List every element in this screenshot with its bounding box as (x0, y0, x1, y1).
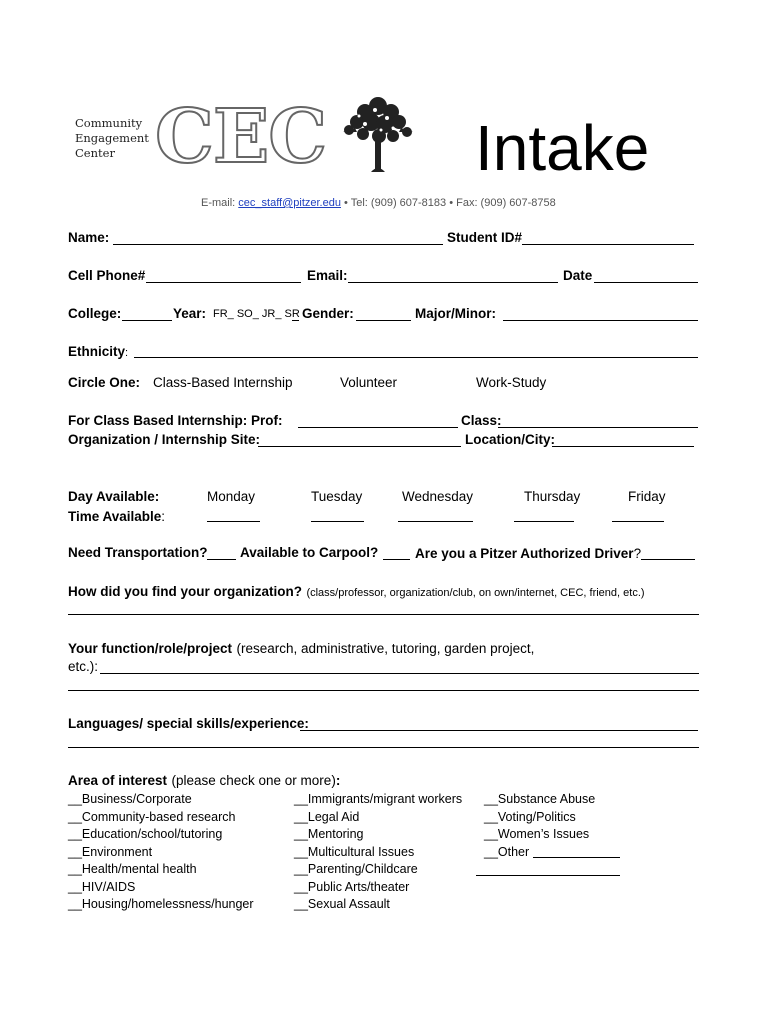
driver-field[interactable] (641, 559, 695, 560)
interest-heading (68, 772, 340, 790)
day-thursday: Thursday (524, 489, 581, 504)
interest-option[interactable]: __Multicultural Issues (294, 844, 415, 859)
org-site-field[interactable] (258, 446, 461, 447)
time-thursday-field[interactable] (514, 521, 574, 522)
day-available-label: Day Available: (68, 489, 160, 504)
major-label: Major/Minor: (415, 306, 496, 321)
day-tuesday: Tuesday (311, 489, 363, 504)
interest-option[interactable]: __Mentoring (294, 827, 364, 841)
page-title: Intake (475, 112, 650, 184)
time-friday-field[interactable] (612, 521, 664, 522)
driver-label: Are you a Pitzer Authorized Driver (415, 546, 634, 561)
time-available-row (68, 508, 165, 526)
function-label: Your function/role/project (68, 641, 233, 656)
interest-col-2 (294, 791, 462, 914)
interest-option[interactable]: __Health/mental health (68, 862, 197, 876)
interest-option[interactable]: __Substance Abuse (484, 792, 596, 806)
other-field[interactable] (533, 857, 620, 858)
year-label: Year: (173, 306, 207, 321)
name-field[interactable] (113, 244, 443, 245)
location-label: Location/City: (465, 432, 555, 447)
cell-phone-label: Cell Phone# (68, 268, 146, 283)
name-label: Name: (68, 230, 110, 245)
languages-label: Languages/ special skills/experience: (68, 716, 309, 731)
find-org-hint: (class/professor, organization/club, on own/internet, CEC, friend, etc.) (306, 587, 645, 599)
student-id-field[interactable] (522, 244, 694, 245)
prof-label: For Class Based Internship: Prof: (68, 413, 283, 428)
time-available-label: Time Available (68, 509, 162, 524)
date-field[interactable] (594, 282, 698, 283)
interest-option[interactable]: __Other (484, 844, 530, 859)
tree-icon (335, 92, 421, 178)
languages-field[interactable] (300, 730, 698, 731)
interest-option[interactable]: __Public Arts/theater (294, 879, 410, 894)
function-hint: (research, administrative, tutoring, garden project, (236, 641, 535, 656)
find-org-field[interactable] (68, 614, 699, 615)
function-field[interactable] (100, 673, 699, 674)
interest-option[interactable]: __Parenting/Childcare (294, 862, 418, 876)
function-row (68, 640, 534, 658)
interest-col-1 (68, 791, 254, 914)
student-id-label: Student ID# (447, 230, 523, 245)
date-label: Date (563, 268, 593, 283)
contact-info (201, 197, 556, 209)
time-monday-field[interactable] (207, 521, 260, 522)
logo-line: Engagement (75, 131, 149, 145)
ethnicity-colon: : (125, 347, 129, 359)
interest-option[interactable]: __Women’s Issues (484, 827, 590, 841)
time-tuesday-field[interactable] (311, 521, 364, 522)
college-label: College: (68, 306, 122, 321)
find-org-row (68, 583, 645, 601)
year-options[interactable]: FR_ SO_ JR_ SR (213, 308, 300, 320)
interest-option[interactable]: __Business/Corporate (68, 792, 192, 806)
need-transport-field[interactable] (207, 559, 236, 560)
carpool-field[interactable] (383, 559, 410, 560)
cec-logo: CEC (155, 94, 327, 180)
college-field[interactable] (122, 320, 172, 321)
circle-one-label: Circle One: (68, 375, 141, 390)
ethnicity-row (68, 343, 128, 361)
need-transport-label: Need Transportation? (68, 545, 208, 560)
cell-phone-field[interactable] (146, 282, 301, 283)
day-wednesday: Wednesday (402, 489, 474, 504)
interest-option[interactable]: __Voting/Politics (484, 809, 576, 824)
interest-option[interactable]: __Legal Aid (294, 809, 360, 824)
day-monday: Monday (207, 489, 256, 504)
gender-label: Gender: (302, 306, 354, 321)
ethnicity-field[interactable] (134, 357, 698, 358)
time-wednesday-field[interactable] (398, 521, 473, 522)
interest-option[interactable]: __Sexual Assault (294, 897, 390, 911)
interest-option[interactable]: __Immigrants/migrant workers (294, 792, 463, 806)
email-label: Email: (307, 268, 348, 283)
interest-option[interactable]: __Housing/homelessness/hunger (68, 897, 254, 911)
interest-colon: : (335, 773, 341, 788)
email-link[interactable]: cec_staff@pitzer.edu (238, 197, 341, 209)
interest-option[interactable]: __HIV/AIDS (68, 879, 136, 894)
driver-row (415, 545, 641, 563)
major-field[interactable] (503, 320, 698, 321)
class-label: Class: (461, 413, 502, 428)
logo-line: Community (75, 116, 143, 130)
interest-hint: (please check one or more) (171, 773, 336, 788)
email-field[interactable] (348, 282, 558, 283)
function-field-2[interactable] (68, 690, 699, 691)
interest-col-3 (484, 791, 595, 861)
driver-q: ? (633, 546, 642, 561)
function-hint-2: etc.): (68, 659, 99, 674)
email-label: E-mail: (201, 197, 239, 209)
ethnicity-label: Ethnicity (68, 344, 126, 359)
option-class-based[interactable]: Class-Based Internship (153, 375, 293, 390)
interest-option[interactable]: __Community-based research (68, 809, 236, 824)
org-site-label: Organization / Internship Site: (68, 432, 261, 447)
interest-option[interactable]: __Education/school/tutoring (68, 827, 223, 841)
logo-line: Center (75, 146, 115, 160)
phone-fax: • Tel: (909) 607-8183 • Fax: (909) 607-8758 (340, 197, 556, 209)
interest-option[interactable]: __Environment (68, 844, 153, 859)
languages-field-2[interactable] (68, 747, 699, 748)
option-work-study[interactable]: Work-Study (476, 375, 547, 390)
day-friday: Friday (628, 489, 666, 504)
other-field-2[interactable] (476, 875, 620, 876)
prof-field[interactable] (298, 427, 458, 428)
logo-text (75, 116, 149, 161)
year-field[interactable] (292, 320, 299, 321)
location-field[interactable] (552, 446, 694, 447)
carpool-label: Available to Carpool? (240, 545, 379, 560)
class-field[interactable] (498, 427, 698, 428)
gender-field[interactable] (356, 320, 411, 321)
interest-label: Area of interest (68, 773, 168, 788)
option-volunteer[interactable]: Volunteer (340, 375, 398, 390)
time-colon: : (161, 509, 166, 524)
find-org-label: How did you find your organization? (68, 584, 302, 599)
